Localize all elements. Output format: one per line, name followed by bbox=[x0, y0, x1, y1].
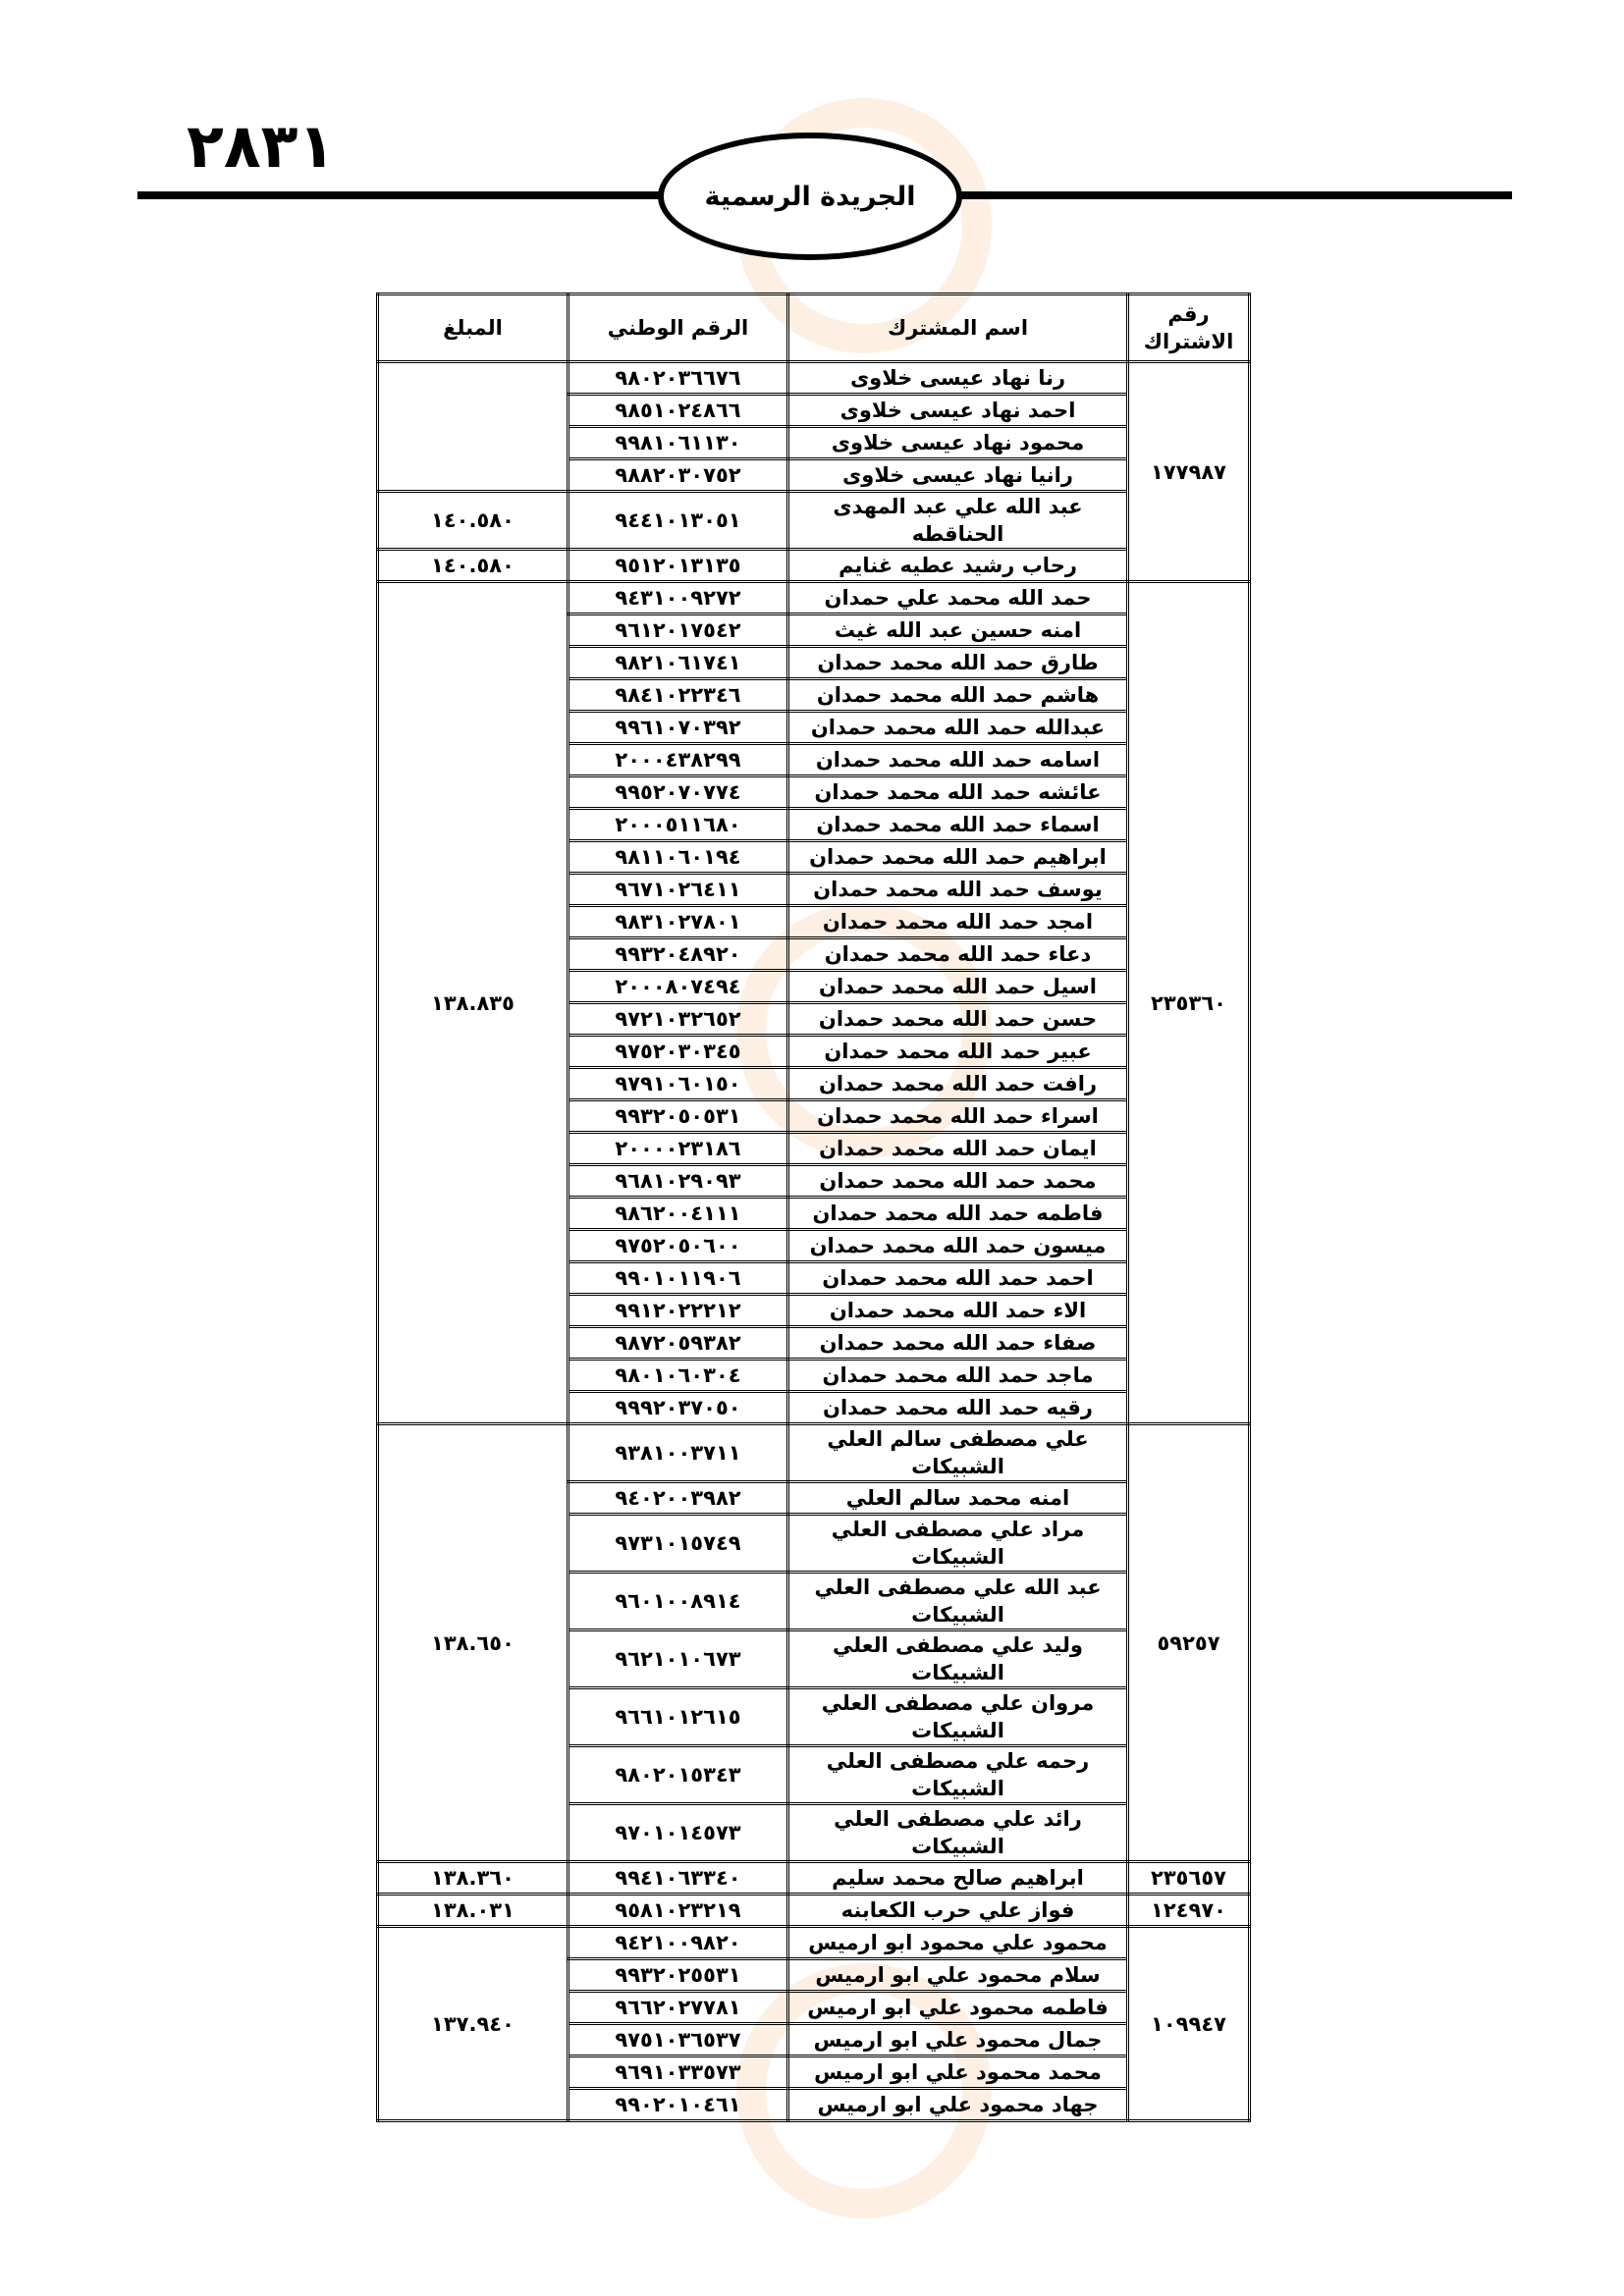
column-header-subscription: رقم الاشتراك bbox=[1128, 294, 1250, 362]
national-id-cell: ٩٩١٢٠٢٢٢١٢ bbox=[568, 1295, 788, 1327]
subscriber-name-cell: محمد حمد الله محمد حمدان bbox=[788, 1165, 1128, 1198]
national-id-cell: ٩٨٨٢٠٣٠٧٥٢ bbox=[568, 459, 788, 492]
national-id-cell: ٢٠٠٠٤٣٨٢٩٩ bbox=[568, 744, 788, 776]
subscription-number-cell: ١٢٤٩٧٠ bbox=[1128, 1895, 1250, 1927]
amount-cell: ١٤٠.٥٨٠ bbox=[378, 550, 568, 582]
amount-cell: ١٣٨.٣٦٠ bbox=[378, 1862, 568, 1895]
subscriber-name-cell: ابراهيم صالح محمد سليم bbox=[788, 1862, 1128, 1895]
national-id-cell: ٩٨٤١٠٢٢٣٤٦ bbox=[568, 679, 788, 712]
subscriber-name-cell: علي مصطفى سالم العلي الشبيكات bbox=[788, 1424, 1128, 1482]
subscriber-name-cell: ميسون حمد الله محمد حمدان bbox=[788, 1230, 1128, 1262]
national-id-cell: ٩٤٠٢٠٠٣٩٨٢ bbox=[568, 1482, 788, 1515]
national-id-cell: ٩٧٥١٠٣٦٥٣٧ bbox=[568, 2024, 788, 2056]
subscriber-name-cell: ايمان حمد الله محمد حمدان bbox=[788, 1133, 1128, 1165]
national-id-cell: ٢٠٠٠٠٢٣١٨٦ bbox=[568, 1133, 788, 1165]
subscriber-name-cell: رحمه علي مصطفى العلي الشبيكات bbox=[788, 1746, 1128, 1804]
subscriber-name-cell: هاشم حمد الله محمد حمدان bbox=[788, 679, 1128, 712]
subscriber-name-cell: جهاد محمود علي ابو ارميس bbox=[788, 2089, 1128, 2121]
table-header-row bbox=[378, 294, 1250, 362]
subscriber-name-cell: محمد محمود علي ابو ارميس bbox=[788, 2056, 1128, 2089]
subscriber-name-cell: احمد نهاد عيسى خلاوى bbox=[788, 395, 1128, 427]
header-oval bbox=[658, 133, 962, 260]
national-id-cell: ٩٨٠٢٠٣٦٦٧٦ bbox=[568, 362, 788, 395]
national-id-cell: ٢٠٠٠٨٠٧٤٩٤ bbox=[568, 971, 788, 1003]
national-id-cell: ٩٩٣٢٠٤٨٩٢٠ bbox=[568, 938, 788, 971]
national-id-cell: ٩٨٦٢٠٠٤١١١ bbox=[568, 1198, 788, 1230]
national-id-cell: ٩٥٨١٠٢٣٢١٩ bbox=[568, 1895, 788, 1927]
subscription-number-cell: ١٠٩٩٤٧ bbox=[1128, 1927, 1250, 2121]
national-id-cell: ٩٦٦٢٠٢٧٧٨١ bbox=[568, 1992, 788, 2024]
subscriber-name-cell: حمد الله محمد علي حمدان bbox=[788, 582, 1128, 614]
national-id-cell: ٩٤٣١٠٠٩٢٧٢ bbox=[568, 582, 788, 614]
subscriber-name-cell: جمال محمود علي ابو ارميس bbox=[788, 2024, 1128, 2056]
national-id-cell: ٩٦٠١٠٠٨٩١٤ bbox=[568, 1573, 788, 1630]
national-id-cell: ٩٧٥٢٠٣٠٣٤٥ bbox=[568, 1036, 788, 1068]
subscriber-name-cell: صفاء حمد الله محمد حمدان bbox=[788, 1327, 1128, 1360]
national-id-cell: ٩٨٧٢٠٥٩٣٨٢ bbox=[568, 1327, 788, 1360]
subscription-number-cell: ٥٩٢٥٧ bbox=[1128, 1424, 1250, 1862]
subscriber-name-cell: رحاب رشيد عطيه غنايم bbox=[788, 550, 1128, 582]
column-header-amount: المبلغ bbox=[378, 294, 568, 362]
national-id-cell: ٩٤٤١٠١٣٠٥١ bbox=[568, 492, 788, 550]
subscriber-name-cell: طارق حمد الله محمد حمدان bbox=[788, 647, 1128, 679]
amount-cell: ١٣٨.٠٣١ bbox=[378, 1895, 568, 1927]
national-id-cell: ٩٦٩١٠٣٣٥٧٣ bbox=[568, 2056, 788, 2089]
national-id-cell: ٩٨١١٠٦٠١٩٤ bbox=[568, 841, 788, 874]
table-row bbox=[378, 492, 1250, 550]
subscription-number-cell: ٢٣٥٦٥٧ bbox=[1128, 1862, 1250, 1895]
national-id-cell: ٩٨٣١٠٢٧٨٠١ bbox=[568, 906, 788, 938]
column-header-national-id: الرقم الوطني bbox=[568, 294, 788, 362]
header-title: الجريدة الرسمية bbox=[704, 181, 916, 212]
subscriber-name-cell: امنه حسين عبد الله غيث bbox=[788, 614, 1128, 647]
page-number: ٢٨٣١ bbox=[187, 110, 336, 182]
subscriber-name-cell: عبدالله حمد الله محمد حمدان bbox=[788, 712, 1128, 744]
table-row bbox=[378, 582, 1250, 614]
amount-cell: ١٣٨.٦٥٠ bbox=[378, 1424, 568, 1862]
national-id-cell: ٩٩٠١٠١١٩٠٦ bbox=[568, 1262, 788, 1295]
national-id-cell: ٩٧٩١٠٦٠١٥٠ bbox=[568, 1068, 788, 1100]
subscriber-name-cell: اسراء حمد الله محمد حمدان bbox=[788, 1100, 1128, 1133]
subscriber-name-cell: رقيه حمد الله محمد حمدان bbox=[788, 1392, 1128, 1424]
subscriber-name-cell: اسماء حمد الله محمد حمدان bbox=[788, 809, 1128, 841]
amount-cell: ١٤٠.٥٨٠ bbox=[378, 492, 568, 550]
national-id-cell: ٩٧٣١٠١٥٧٤٩ bbox=[568, 1515, 788, 1573]
national-id-cell: ٩٦٨١٠٢٩٠٩٣ bbox=[568, 1165, 788, 1198]
national-id-cell: ٩٩٨١٠٦١١٣٠ bbox=[568, 427, 788, 459]
national-id-cell: ٩٧٢١٠٣٢٦٥٢ bbox=[568, 1003, 788, 1036]
subscriber-name-cell: وليد علي مصطفى العلي الشبيكات bbox=[788, 1630, 1128, 1688]
national-id-cell: ٩٩٦١٠٧٠٣٩٢ bbox=[568, 712, 788, 744]
subscriber-name-cell: ماجد حمد الله محمد حمدان bbox=[788, 1360, 1128, 1392]
subscriber-name-cell: محمود نهاد عيسى خلاوى bbox=[788, 427, 1128, 459]
subscriber-name-cell: عبد الله علي مصطفى العلي الشبيكات bbox=[788, 1573, 1128, 1630]
subscriber-name-cell: اسيل حمد الله محمد حمدان bbox=[788, 971, 1128, 1003]
national-id-cell: ٩٩٥٢٠٧٠٧٧٤ bbox=[568, 776, 788, 809]
table-row bbox=[378, 362, 1250, 395]
national-id-cell: ٩٨٠١٠٦٠٣٠٤ bbox=[568, 1360, 788, 1392]
subscriber-name-cell: رانيا نهاد عيسى خلاوى bbox=[788, 459, 1128, 492]
subscriber-name-cell: مراد علي مصطفى العلي الشبيكات bbox=[788, 1515, 1128, 1573]
subscription-number-cell: ٢٣٥٣٦٠ bbox=[1128, 582, 1250, 1424]
subscriber-name-cell: امنه محمد سالم العلي bbox=[788, 1482, 1128, 1515]
table-row bbox=[378, 1927, 1250, 1959]
table-row bbox=[378, 1424, 1250, 1482]
national-id-cell: ٩٩٤١٠٦٣٣٤٠ bbox=[568, 1862, 788, 1895]
national-id-cell: ٩٩٠٢٠١٠٤٦١ bbox=[568, 2089, 788, 2121]
national-id-cell: ٩٦٧١٠٢٦٤١١ bbox=[568, 874, 788, 906]
table-row bbox=[378, 1895, 1250, 1927]
subscriber-name-cell: عبير حمد الله محمد حمدان bbox=[788, 1036, 1128, 1068]
subscriber-name-cell: مروان علي مصطفى العلي الشبيكات bbox=[788, 1688, 1128, 1746]
national-id-cell: ٩٧٠١٠١٤٥٧٣ bbox=[568, 1804, 788, 1862]
subscriber-name-cell: عائشه حمد الله محمد حمدان bbox=[788, 776, 1128, 809]
subscriber-name-cell: عبد الله علي عبد المهدى الحناقطه bbox=[788, 492, 1128, 550]
national-id-cell: ٩٨٥١٠٢٤٨٦٦ bbox=[568, 395, 788, 427]
subscriber-name-cell: امجد حمد الله محمد حمدان bbox=[788, 906, 1128, 938]
subscriber-name-cell: الاء حمد الله محمد حمدان bbox=[788, 1295, 1128, 1327]
subscriber-name-cell: رافت حمد الله محمد حمدان bbox=[788, 1068, 1128, 1100]
national-id-cell: ٩٨٠٢٠١٥٣٤٣ bbox=[568, 1746, 788, 1804]
national-id-cell: ٩٩٩٢٠٣٧٠٥٠ bbox=[568, 1392, 788, 1424]
national-id-cell: ٩٤٢١٠٠٩٨٢٠ bbox=[568, 1927, 788, 1959]
national-id-cell: ٢٠٠٠٥١١٦٨٠ bbox=[568, 809, 788, 841]
subscriber-name-cell: احمد حمد الله محمد حمدان bbox=[788, 1262, 1128, 1295]
subscriber-name-cell: يوسف حمد الله محمد حمدان bbox=[788, 874, 1128, 906]
national-id-cell: ٩٥١٢٠١٣١٣٥ bbox=[568, 550, 788, 582]
national-id-cell: ٩٨٢١٠٦١٧٤١ bbox=[568, 647, 788, 679]
subscriber-name-cell: دعاء حمد الله محمد حمدان bbox=[788, 938, 1128, 971]
subscriber-name-cell: رنا نهاد عيسى خلاوى bbox=[788, 362, 1128, 395]
national-id-cell: ٩٧٥٢٠٥٠٦٠٠ bbox=[568, 1230, 788, 1262]
table-row bbox=[378, 550, 1250, 582]
amount-cell: ١٣٨.٨٣٥ bbox=[378, 582, 568, 1424]
subscriber-name-cell: اسامه حمد الله محمد حمدان bbox=[788, 744, 1128, 776]
table-row bbox=[378, 1862, 1250, 1895]
subscriber-name-cell: سلام محمود علي ابو ارميس bbox=[788, 1959, 1128, 1992]
national-id-cell: ٩٦٢١٠١٠٦٧٣ bbox=[568, 1630, 788, 1688]
subscription-number-cell: ١٧٧٩٨٧ bbox=[1128, 362, 1250, 582]
amount-cell-empty bbox=[378, 362, 568, 492]
table-body bbox=[378, 362, 1250, 2121]
subscribers-table bbox=[376, 293, 1251, 2122]
national-id-cell: ٩٩٣٢٠٢٥٥٣١ bbox=[568, 1959, 788, 1992]
column-header-name: اسم المشترك bbox=[788, 294, 1128, 362]
subscriber-name-cell: فاطمه حمد الله محمد حمدان bbox=[788, 1198, 1128, 1230]
national-id-cell: ٩٩٣٢٠٥٠٥٣١ bbox=[568, 1100, 788, 1133]
national-id-cell: ٩٣٨١٠٠٣٧١١ bbox=[568, 1424, 788, 1482]
subscriber-name-cell: فاطمه محمود علي ابو ارميس bbox=[788, 1992, 1128, 2024]
amount-cell: ١٣٧.٩٤٠ bbox=[378, 1927, 568, 2121]
subscriber-name-cell: رائد علي مصطفى العلي الشبيكات bbox=[788, 1804, 1128, 1862]
subscriber-name-cell: حسن حمد الله محمد حمدان bbox=[788, 1003, 1128, 1036]
national-id-cell: ٩٦١٢٠١٧٥٤٢ bbox=[568, 614, 788, 647]
subscriber-name-cell: ابراهيم حمد الله محمد حمدان bbox=[788, 841, 1128, 874]
national-id-cell: ٩٦٦١٠١٢٦١٥ bbox=[568, 1688, 788, 1746]
subscriber-name-cell: محمود علي محمود ابو ارميس bbox=[788, 1927, 1128, 1959]
subscriber-name-cell: فواز علي حرب الكعابنه bbox=[788, 1895, 1128, 1927]
